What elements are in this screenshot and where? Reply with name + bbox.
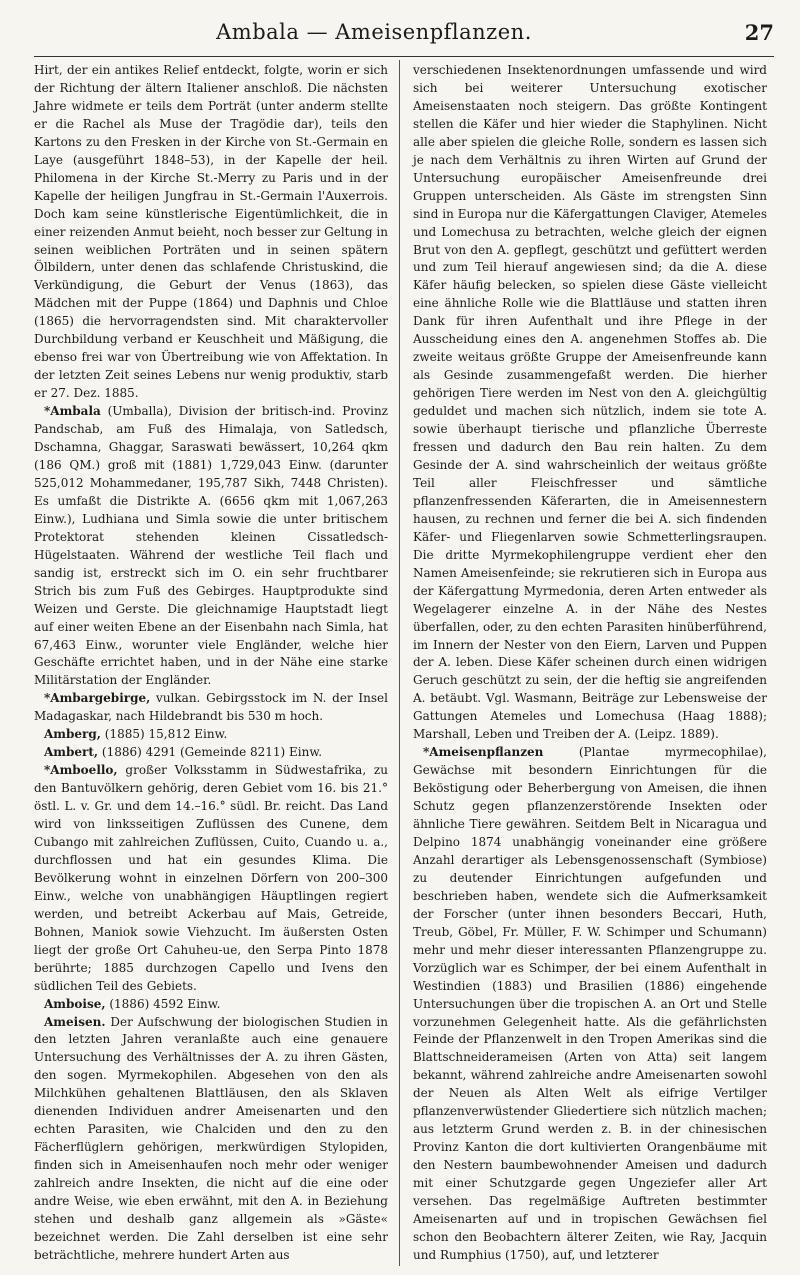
entry-text: (1886) 4291 (Gemeinde 8211) Einw. bbox=[101, 745, 323, 760]
entry-text: (Plantae myrmecophilae), Gewächse mit besondern Einrichtungen für die Beköstigung oder Beherbergung von Ameisen, die ihnen Schutz gegen pflanzenzerstörende Insekten oder ähnliche Tiere gewähren. Seitdem Belt in Nicaragua und Delpino 1874 unabhängig voneinander eine größere Anzahl derartiger als Lebensgenossenschaft (Symbiose) zu deutender Einrichtungen aufgefunden und beschrieben haben, wendete sich die Aufmerksamkeit der Forscher (unter ihnen besonders Beccari, Huth, Treub, Göbel, Fr. Müller, F. W. Schimper und Schumann) mehr und mehr dieser interessanten Pflanzengruppe zu. Vorzüglich war es Schimper, der bei einem Aufenthalt in Westindien (1883) und Brasilien (1886) eingehende Untersuchungen über die tropischen A. an Ort und Stelle vorzunehmen Gelegenheit hatte. Als die gefährlichsten Feinde der Pflanzenwelt in den Tropen Amerikas sind die Blattschneiderameisen (Arten von Atta) seit langem bekannt, während zahlreiche andre Ameisenarten sowohl der Neuen als Alten Welt als eifrige Vertilger pflanzenverwüstender Gliedertiere sich nützlich machen; aus letzterm Grund werden z. B. in der chinesischen Provinz Kanton die dort kultivierten Orangenbäume mit den Nestern baumbewohnender Ameisen und dadurch mit einer Schutzgarde gegen Ungeziefer aller Art versehen. Das regelmäßige Auftreten bestimmter Ameisenarten auf und in tropischen Gewächsen fiel schon den Beobachtern älterer Zeiten, wie Ray, Jacquin und Rumphius (1750), auf, und letzterer bbox=[413, 745, 767, 1262]
entry-text: Der Aufschwung der biologischen Studien in den letzten Jahren veranlaßte auch eine genauere Untersuchung des Verhältnisses der A. zu ihren Gästen, den sogen. Myrmekophilen. Abgesehen von den als Milchkühen gehaltenen Blattläusen, den als Sklaven dienenden Individuen andrer Ameisenarten und den echten Parasiten, wie Chalciden und den zu den Fächerflüglern gehörigen, merkwürdigen Stylopiden, finden sich in Ameisenhaufen noch mehr oder weniger zahlreich andre Insekten, die nicht auf die eine oder andre Weise, wie eben erwähnt, mit den A. in Beziehung stehen und deshalb ganz allgemein als »Gäste« bezeichnet werden. Die Zahl derselben ist eine sehr beträchtliche, mehrere hundert Arten aus bbox=[34, 1014, 388, 1262]
paragraph bbox=[34, 62, 388, 403]
headword: Ambert, bbox=[44, 745, 99, 760]
right-column bbox=[413, 62, 767, 1265]
paragraph bbox=[413, 62, 767, 744]
entry-amberg bbox=[34, 726, 388, 744]
running-head: Ambala — Ameisenpflanzen. bbox=[216, 20, 532, 44]
entry-text: vulkan. Gebirgsstock im N. der Insel Madagaskar, nach Hildebrandt bis 530 m hoch. bbox=[34, 691, 388, 724]
headword: Ameisen. bbox=[44, 1014, 106, 1029]
headword: *Amboello, bbox=[44, 763, 118, 778]
entry-amboise bbox=[34, 996, 388, 1014]
entry-ameisen bbox=[34, 1014, 388, 1265]
page-number: 27 bbox=[744, 20, 774, 45]
headword: *Ambala bbox=[44, 404, 101, 419]
entry-text: großer Volksstamm in Südwestafrika, zu den Bantuvölkern gehörig, deren Gebiet vom 16. bis 21.° östl. L. v. Gr. und dem 14.–16.° südl. Br. reicht. Das Land wird von linksseitigen Zuflüssen des Cunene, dem Cubango mit zahlreichen Zuflüssen, Cuito, Cuando u. a., durchflossen und hat ein gesundes Klima. Die Bevölkerung wohnt in einzelnen Dörfern von 200–300 Einw., welche von unabhängigen Häuptlingen regiert werden, und betreibt Ackerbau auf Mais, Getreide, Bohnen, Maniok sowie Viehzucht. Im äußersten Osten liegt der große Ort Cahuheu-ue, den Serpa Pinto 1878 berührte; 1885 durchzogen Capello und Ivens den südlichen Teil des Gebiets. bbox=[34, 763, 388, 993]
entry-text: Hirt, der ein antikes Relief entdeckt, folgte, worin er sich der Richtung der ältern Italiener anschloß. Die nächsten Jahre widmete er teils dem Porträt (unter anderm stellte er die Rachel als Muse der Tragödie dar), teils den Kartons zu den Fresken in der Kirche von St.-Germain en Laye (ausgeführt 1848–53), in der Kapelle der heil. Philomena in der Kirche St.-Merry zu Paris und in der Kapelle der heiligen Jungfrau in St.-Germain l'Auxerrois. Doch kam seine künstlerische Eigentümlichkeit, die in einer reizenden Anmut beieht, noch besser zur Geltung in seinen weiblichen Porträten und in seinen spätern Ölbildern, unter denen das schlafende Christuskind, die Verkündigung, die Geburt der Venus (1863), das Mädchen mit der Puppe (1864) und Daphnis und Chloe (1865) die hervorragendsten sind. Mit charaktervoller Durchbildung verband er Keuschheit und Mäßigung, die ebenso frei war von Übertreibung wie von Affektation. In der letzten Zeit seines Lebens nur wenig produktiv, starb er 27. Dez. 1885. bbox=[34, 63, 388, 401]
entry-amboello bbox=[34, 762, 388, 995]
entry-ambert bbox=[34, 744, 388, 762]
headword: *Ambargebirge, bbox=[44, 691, 151, 706]
entry-text: (1886) 4592 Einw. bbox=[109, 996, 221, 1011]
entry-text: (1885) 15,812 Einw. bbox=[104, 727, 228, 742]
entry-text: (Umballa), Division der britisch-ind. Provinz Pandschab, am Fuß des Himalaja, von Satledsch, Dschamna, Ghaggar, Saraswati bewässert, 10,264 qkm (186 QM.) groß mit (1881) 1,729,043 Einw. (darunter 525,012 Mohammedaner, 195,787 Sikh, 7448 Christen). Es umfaßt die Distrikte A. (6656 qkm mit 1,067,263 Einw.), Ludhiana und Simla sowie die unter britischem Protektorat stehenden kleinen Cissatledsch-Hügelstaaten. Während der westliche Teil flach und sandig ist, erstreckt sich im O. ein sehr fruchtbarer Strich bis zum Fuß des Gebirges. Hauptprodukte sind Weizen und Gerste. Die gleichnamige Hauptstadt liegt auf einer weiten Ebene an der Eisenbahn nach Simla, hat 67,463 Einw., worunter viele Engländer, welche hier Geschäfte errichtet haben, und in der Nähe eine starke Militärstation der Engländer. bbox=[34, 404, 388, 688]
headword: Amberg, bbox=[44, 727, 101, 742]
column-divider bbox=[399, 60, 400, 1266]
entry-ambala bbox=[34, 403, 388, 690]
entry-ambargebirge bbox=[34, 690, 388, 726]
page-header bbox=[34, 18, 774, 52]
entry-text: verschiedenen Insektenordnungen umfassende und wird sich bei weiterer Untersuchung exotischer Ameisenstaaten noch steigern. Das größte Kontingent stellen die Käfer und hier wieder die Staphylinen. Nicht alle aber spielen die gleiche Rolle, sondern es lassen sich je nach dem Verhältnis zu ihren Wirten auf Grund der Untersuchung europäischer Ameisenfreunde drei Gruppen unterscheiden. Als Gäste im strengsten Sinn sind in Europa nur die Käfergattungen Claviger, Atemeles und Lomechusa zu betrachten, welche gleich der eignen Brut von den A. gepflegt, geschützt und gefüttert werden und zum Teil hierauf angewiesen sind; da die A. diese Käfer häufig belecken, so spielen diese Gäste vielleicht eine ähnliche Rolle wie die Blattläuse und statten ihren Dank für ihren Aufenthalt und ihre Pflege in der Ausscheidung eines den A. angenehmen Stoffes ab. Die zweite weitaus größte Gruppe der Ameisenfreunde kann als Gesinde zusammengefaßt werden. Die hierher gehörigen Tiere werden im Nest von den A. gleichgültig geduldet und machen sich nützlich, indem sie tote A. sowie überhaupt tierische und pflanzliche Überreste fressen und dadurch den Bau rein halten. Zu dem Gesinde der A. sind wahrscheinlich der weitaus größte Teil aller Fleischfresser und sämtliche pflanzenfressenden Käferarten, die in Ameisennestern hausen, zu rechnen und ferner die bei A. sich findenden Käfer- und Fliegenlarven sowie Schmetterlingsraupen. Die dritte Myrmekophilengruppe verdient eher den Namen Ameisenfeinde; sie rekrutieren sich in Europa aus der Käfergattung Myrmedonia, deren Arten entweder als Wegelagerer einzelne A. in der Nähe des Nestes überfallen, oder, zu den echten Parasiten hinüberführend, im Innern der Nester von den Eiern, Larven und Puppen der A. leben. Diese Käfer scheinen durch einen widrigen Geruch geschützt zu sein, der die heftig sie angreifenden A. betäubt. Vgl. Wasmann, Beiträge zur Lebensweise der Gattungen Atemeles und Lomechusa (Haag 1888); Marshall, Leben und Treiben der A. (Leipz. 1889). bbox=[413, 63, 767, 742]
headword: Amboise, bbox=[44, 996, 106, 1011]
header-rule bbox=[34, 56, 774, 57]
left-column bbox=[34, 62, 388, 1265]
headword: *Ameisenpflanzen bbox=[423, 745, 544, 760]
entry-ameisenpflanzen bbox=[413, 744, 767, 1265]
